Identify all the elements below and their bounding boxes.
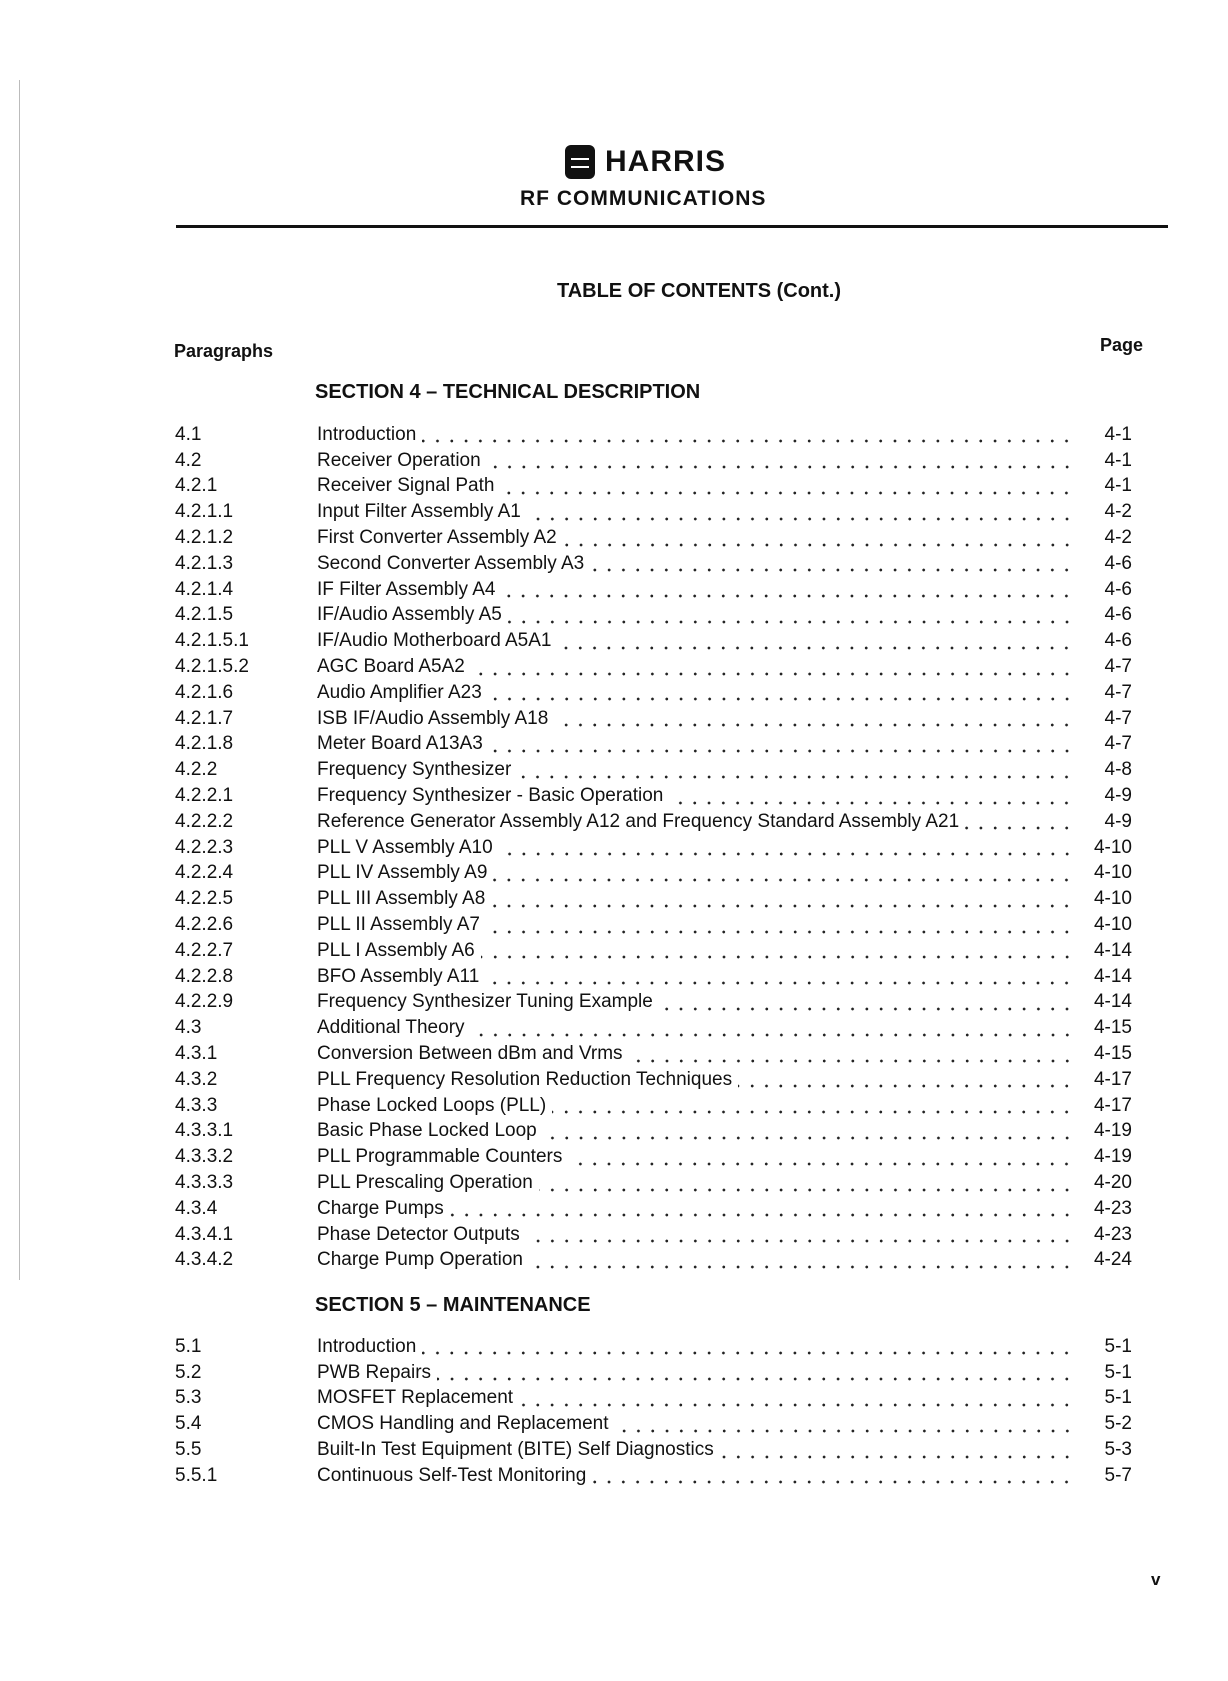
division-name: RF COMMUNICATIONS (520, 187, 767, 210)
toc-entry[interactable] (175, 680, 1132, 706)
entry-page: 5-1 (1104, 1335, 1132, 1357)
entry-page: 4-14 (1093, 939, 1132, 961)
dot-leader (501, 580, 1074, 599)
toc-entry[interactable] (175, 809, 1132, 835)
entry-title: Second Converter Assembly A3 (317, 552, 585, 574)
entry-number: 4.2.2.8 (175, 965, 234, 987)
entry-title: ISB IF/Audio Assembly A18 (317, 707, 549, 729)
dot-leader (554, 709, 1074, 728)
entry-page: 4-23 (1093, 1197, 1132, 1219)
entry-number: 5.4 (175, 1413, 202, 1435)
entry-title: Charge Pump Operation (317, 1249, 523, 1271)
toc-entry[interactable] (175, 912, 1132, 938)
dot-leader (529, 1251, 1074, 1270)
entry-page: 4-7 (1104, 707, 1132, 729)
toc-entry[interactable] (175, 886, 1132, 912)
toc-entry[interactable] (175, 1248, 1132, 1274)
entry-title: Conversion Between dBm and Vrms (317, 1043, 623, 1065)
toc-entry[interactable] (175, 964, 1132, 990)
toc-section-4 (175, 422, 1132, 1273)
toc-entry[interactable] (175, 1170, 1132, 1196)
entry-page: 4-6 (1104, 552, 1132, 574)
entry-page: 4-6 (1104, 604, 1132, 626)
entry-title: PWB Repairs (317, 1361, 432, 1383)
entry-number: 4.2.1.6 (175, 681, 234, 703)
entry-number: 4.2.1.3 (175, 552, 234, 574)
entry-title: PLL IV Assembly A9 (317, 862, 488, 884)
toc-entry[interactable] (175, 448, 1132, 474)
entry-title: CMOS Handling and Replacement (317, 1413, 609, 1435)
entry-number: 4.2.2.5 (175, 888, 234, 910)
page-column-header: Page (1100, 335, 1144, 355)
toc-entry[interactable] (175, 628, 1132, 654)
entry-page: 4-17 (1093, 1068, 1132, 1090)
entry-title: Phase Detector Outputs (317, 1223, 520, 1245)
toc-entry[interactable] (175, 783, 1132, 809)
dot-leader (471, 1019, 1074, 1038)
entry-title: Receiver Operation (317, 449, 481, 471)
entry-title: Continuous Self-Test Monitoring (317, 1464, 587, 1486)
page-edge-line (19, 80, 20, 1280)
toc-entry[interactable] (175, 422, 1132, 448)
toc-entry[interactable] (175, 1360, 1132, 1386)
toc-entry[interactable] (175, 603, 1132, 629)
toc-entry[interactable] (175, 1041, 1132, 1067)
toc-entry[interactable] (175, 938, 1132, 964)
dot-leader (629, 1045, 1074, 1064)
dot-leader (488, 683, 1074, 702)
dot-leader (422, 425, 1074, 444)
entry-number: 5.3 (175, 1387, 202, 1409)
entry-title: Meter Board A13A3 (317, 733, 483, 755)
dot-leader (450, 1199, 1074, 1218)
dot-leader (526, 1225, 1074, 1244)
entry-number: 4.2.1.1 (175, 501, 234, 523)
dot-leader (493, 864, 1074, 883)
entry-page: 5-7 (1104, 1464, 1132, 1486)
entry-page: 5-1 (1104, 1387, 1132, 1409)
entry-title: AGC Board A5A2 (317, 656, 465, 678)
brand-name: HARRIS (605, 145, 727, 178)
toc-entry[interactable] (175, 551, 1132, 577)
dot-leader (557, 632, 1074, 651)
header-rule (176, 225, 1168, 228)
entry-number: 4.2.2.2 (175, 810, 234, 832)
entry-number: 4.3.3.2 (175, 1146, 234, 1168)
toc-entry[interactable] (175, 757, 1132, 783)
dot-leader (500, 477, 1074, 496)
harris-logo-icon (565, 145, 595, 179)
dot-leader (517, 761, 1074, 780)
section-heading: SECTION 4 – TECHNICAL DESCRIPTION (315, 381, 701, 403)
entry-number: 4.2.1.8 (175, 733, 234, 755)
entry-title: IF/Audio Motherboard A5A1 (317, 630, 552, 652)
page-number: v (1151, 1570, 1161, 1589)
dot-leader (437, 1363, 1074, 1382)
toc-entry[interactable] (175, 1093, 1132, 1119)
dot-leader (491, 890, 1074, 909)
dot-leader (543, 1122, 1074, 1141)
dot-leader (471, 658, 1074, 677)
entry-number: 4.3 (175, 1017, 202, 1039)
entry-page: 4-1 (1104, 449, 1132, 471)
toc-entry[interactable] (175, 706, 1132, 732)
entry-title: PLL Programmable Counters (317, 1146, 563, 1168)
dot-leader (499, 838, 1074, 857)
entry-page: 4-10 (1093, 836, 1132, 858)
entry-page: 4-17 (1093, 1094, 1132, 1116)
dot-leader (489, 735, 1074, 754)
entry-title: Input Filter Assembly A1 (317, 501, 521, 523)
entry-number: 4.2.1.7 (175, 707, 234, 729)
dot-leader (615, 1415, 1075, 1434)
dot-leader (422, 1337, 1074, 1356)
entry-page: 4-2 (1104, 527, 1132, 549)
toc-entry[interactable] (175, 732, 1132, 758)
entry-title: PLL Frequency Resolution Reduction Techniques (317, 1068, 733, 1090)
entry-title: MOSFET Replacement (317, 1387, 514, 1409)
entry-title: Additional Theory (317, 1017, 465, 1039)
entry-number: 4.2.1.5 (175, 604, 234, 626)
toc-entry[interactable] (175, 525, 1132, 551)
section-heading: SECTION 5 – MAINTENANCE (315, 1294, 591, 1316)
dot-leader (527, 503, 1074, 522)
toc-entry[interactable] (175, 1015, 1132, 1041)
dot-leader (738, 1070, 1074, 1089)
entry-page: 4-7 (1104, 681, 1132, 703)
entry-number: 5.2 (175, 1361, 202, 1383)
dot-leader (669, 787, 1074, 806)
toc-entry[interactable] (175, 835, 1132, 861)
entry-page: 4-10 (1093, 862, 1132, 884)
toc-entry[interactable] (175, 1222, 1132, 1248)
entry-page: 4-1 (1104, 475, 1132, 497)
entry-page: 4-19 (1093, 1146, 1132, 1168)
entry-title: Built-In Test Equipment (BITE) Self Diagnostics (317, 1439, 714, 1461)
entry-number: 4.3.4 (175, 1197, 218, 1219)
toc-entry[interactable] (175, 474, 1132, 500)
entry-title: Introduction (317, 1335, 417, 1357)
entry-title: Phase Locked Loops (PLL) (317, 1094, 547, 1116)
entry-page: 4-6 (1104, 630, 1132, 652)
dot-leader (568, 1148, 1074, 1167)
entry-number: 4.3.1 (175, 1043, 218, 1065)
entry-number: 4.2.1.4 (175, 578, 234, 600)
entry-number: 4.3.2 (175, 1068, 218, 1090)
dot-leader (552, 1096, 1074, 1115)
entry-number: 5.1 (175, 1335, 202, 1357)
entry-page: 4-7 (1104, 733, 1132, 755)
page-title: TABLE OF CONTENTS (Cont.) (556, 280, 842, 302)
entry-title: IF Filter Assembly A4 (317, 578, 496, 600)
entry-page: 4-9 (1104, 785, 1132, 807)
entry-page: 4-15 (1093, 1043, 1132, 1065)
entry-number: 4.2.1.5.1 (175, 630, 249, 652)
entry-number: 4.2.2 (175, 759, 218, 781)
entry-page: 4-24 (1093, 1249, 1132, 1271)
entry-number: 4.2 (175, 449, 202, 471)
entry-title: Reference Generator Assembly A12 and Frequency Standard Assembly A21 (317, 810, 960, 832)
entry-title: PLL V Assembly A10 (317, 836, 493, 858)
entry-title: IF/Audio Assembly A5 (317, 604, 502, 626)
entry-page: 5-2 (1104, 1413, 1132, 1435)
entry-page: 4-8 (1104, 759, 1132, 781)
entry-title: Frequency Synthesizer - Basic Operation (317, 785, 664, 807)
entry-number: 4.2.2.3 (175, 836, 234, 858)
toc-entry[interactable] (175, 1411, 1132, 1437)
entry-number: 4.2.2.1 (175, 785, 234, 807)
dot-leader (481, 941, 1074, 960)
toc-entry[interactable] (175, 1437, 1132, 1463)
entry-number: 4.2.1.5.2 (175, 656, 249, 678)
entry-page: 5-1 (1104, 1361, 1132, 1383)
toc-entry[interactable] (175, 577, 1132, 603)
entry-page: 4-9 (1104, 810, 1132, 832)
entry-number: 4.3.3.3 (175, 1172, 234, 1193)
entry-title: PLL I Assembly A6 (317, 939, 475, 961)
entry-title: PLL III Assembly A8 (317, 888, 486, 910)
entry-title: Frequency Synthesizer (317, 759, 512, 781)
dot-leader (659, 993, 1074, 1012)
toc-section-5 (175, 1334, 1132, 1489)
toc-entry[interactable] (175, 990, 1132, 1016)
entry-number: 4.2.2.9 (175, 991, 234, 1013)
entry-number: 5.5 (175, 1439, 202, 1461)
entry-title: Frequency Synthesizer Tuning Example (317, 991, 653, 1013)
toc-entry[interactable] (175, 1196, 1132, 1222)
dot-leader (720, 1441, 1074, 1460)
dot-leader (563, 529, 1074, 548)
entry-page: 4-23 (1093, 1223, 1132, 1245)
entry-page: 4-14 (1093, 965, 1132, 987)
entry-page: 5-3 (1104, 1439, 1132, 1461)
toc-entry[interactable] (175, 499, 1132, 525)
entry-number: 5.5.1 (175, 1464, 218, 1486)
entry-title: Basic Phase Locked Loop (317, 1120, 537, 1142)
entry-page: 4-6 (1104, 578, 1132, 600)
toc-entry[interactable] (175, 654, 1132, 680)
entry-title: Audio Amplifier A23 (317, 681, 482, 703)
toc-entry[interactable] (175, 1067, 1132, 1093)
entry-number: 4.2.2.4 (175, 862, 234, 884)
dot-leader (592, 1466, 1074, 1485)
entry-page: 4-14 (1093, 991, 1132, 1013)
entry-number: 4.3.3.1 (175, 1120, 234, 1142)
dot-leader (965, 812, 1074, 831)
entry-page: 4-15 (1093, 1017, 1132, 1039)
entry-title: PLL II Assembly A7 (317, 914, 480, 936)
entry-title: First Converter Assembly A2 (317, 527, 557, 549)
toc-entry[interactable] (175, 1463, 1132, 1489)
entry-title: Introduction (317, 423, 417, 445)
entry-page: 4-10 (1093, 888, 1132, 910)
entry-number: 4.1 (175, 423, 202, 445)
toc-entry[interactable] (175, 861, 1132, 887)
entry-title: PLL Prescaling Operation (317, 1172, 533, 1193)
entry-number: 4.2.2.7 (175, 939, 234, 961)
toc-entry[interactable] (175, 1334, 1132, 1360)
toc-entry[interactable] (175, 1119, 1132, 1145)
entry-number: 4.3.3 (175, 1094, 218, 1116)
entry-page: 4-2 (1104, 501, 1132, 523)
entry-title: Receiver Signal Path (317, 475, 495, 497)
entry-page: 4-10 (1093, 914, 1132, 936)
harris-logo (565, 145, 726, 179)
entry-title: BFO Assembly A11 (317, 965, 480, 987)
entry-page: 4-7 (1104, 656, 1132, 678)
entry-page: 4-20 (1093, 1172, 1132, 1193)
dot-leader (519, 1389, 1074, 1408)
entry-number: 4.3.4.2 (175, 1249, 234, 1271)
dot-leader (508, 606, 1074, 625)
entry-number: 4.2.2.6 (175, 914, 234, 936)
dot-leader (539, 1174, 1074, 1193)
entry-number: 4.2.1 (175, 475, 218, 497)
entry-number: 4.3.4.1 (175, 1223, 234, 1245)
dot-leader (485, 967, 1074, 986)
entry-title: Charge Pumps (317, 1197, 444, 1219)
entry-number: 4.2.1.2 (175, 527, 234, 549)
toc-entry[interactable] (175, 1386, 1132, 1412)
entry-page: 4-19 (1093, 1120, 1132, 1142)
dot-leader (486, 916, 1074, 935)
entry-page: 4-1 (1104, 423, 1132, 445)
paragraphs-column-header: Paragraphs (174, 341, 274, 361)
toc-entry[interactable] (175, 1144, 1132, 1170)
dot-leader (590, 554, 1074, 573)
dot-leader (487, 451, 1074, 470)
